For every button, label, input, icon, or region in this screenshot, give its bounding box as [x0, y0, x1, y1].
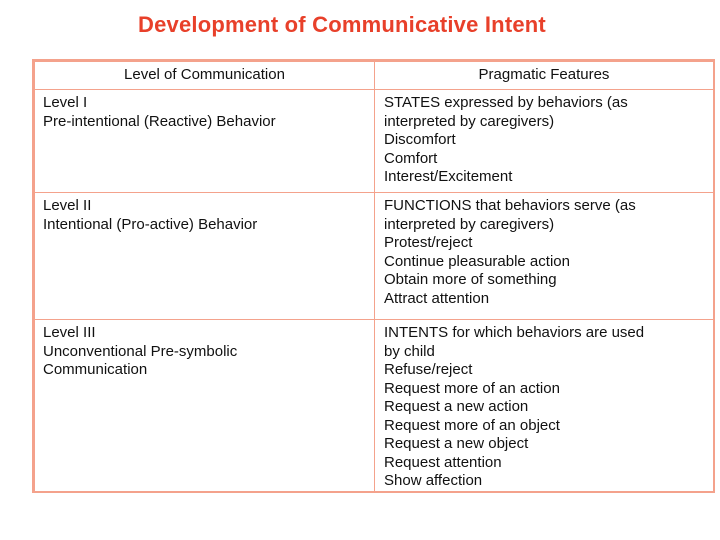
feature-line: Request a new action	[384, 398, 529, 415]
table-row-level-3	[35, 320, 714, 492]
header-level-of-communication: Level of Communication	[35, 62, 375, 90]
level-line: Level II	[43, 197, 92, 214]
feature-line: by child	[384, 342, 435, 360]
feature-line: Request more of an object	[384, 416, 560, 434]
level-line: Level III	[43, 324, 96, 341]
table-header-row	[35, 62, 714, 90]
feature-line: Interest/Excitement	[384, 168, 513, 185]
header-pragmatic-features: Pragmatic Features	[375, 62, 714, 90]
feature-line: Comfort	[384, 149, 438, 167]
level-cell	[35, 320, 375, 492]
communicative-intent-table-frame	[32, 59, 715, 493]
level-cell	[35, 193, 375, 320]
table-row-level-2	[35, 193, 714, 320]
level-line: Pre-intentional (Reactive) Behavior	[43, 112, 276, 130]
features-cell	[375, 320, 714, 492]
feature-line: STATES expressed by behaviors (as	[384, 94, 628, 111]
level-line: Level I	[43, 94, 88, 111]
feature-line: Request a new object	[384, 435, 529, 452]
feature-line: FUNCTIONS that behaviors serve (as	[384, 197, 636, 214]
feature-line: Attract attention	[384, 289, 490, 307]
feature-line: Protest/reject	[384, 234, 473, 251]
level-line: Unconventional Pre-symbolic	[43, 342, 238, 360]
feature-line: Discomfort	[384, 131, 456, 148]
features-cell	[375, 90, 714, 193]
feature-line: INTENTS for which behaviors are used	[384, 324, 645, 341]
page-title: Development of Communicative Intent	[138, 12, 546, 37]
feature-line: interpreted by caregivers)	[384, 112, 555, 130]
level-cell	[35, 90, 375, 193]
feature-line: Continue pleasurable action	[384, 252, 570, 270]
level-line: Communication	[43, 361, 148, 378]
communicative-intent-table	[34, 61, 714, 492]
feature-line: Show affection	[384, 472, 483, 489]
level-line: Intentional (Pro-active) Behavior	[43, 215, 258, 233]
feature-line: Refuse/reject	[384, 361, 473, 378]
feature-line: Request attention	[384, 453, 502, 471]
feature-line: interpreted by caregivers)	[384, 215, 555, 233]
feature-line: Request more of an action	[384, 379, 560, 397]
feature-line: Obtain more of something	[384, 271, 557, 288]
table-row-level-1	[35, 90, 714, 193]
features-cell	[375, 193, 714, 320]
